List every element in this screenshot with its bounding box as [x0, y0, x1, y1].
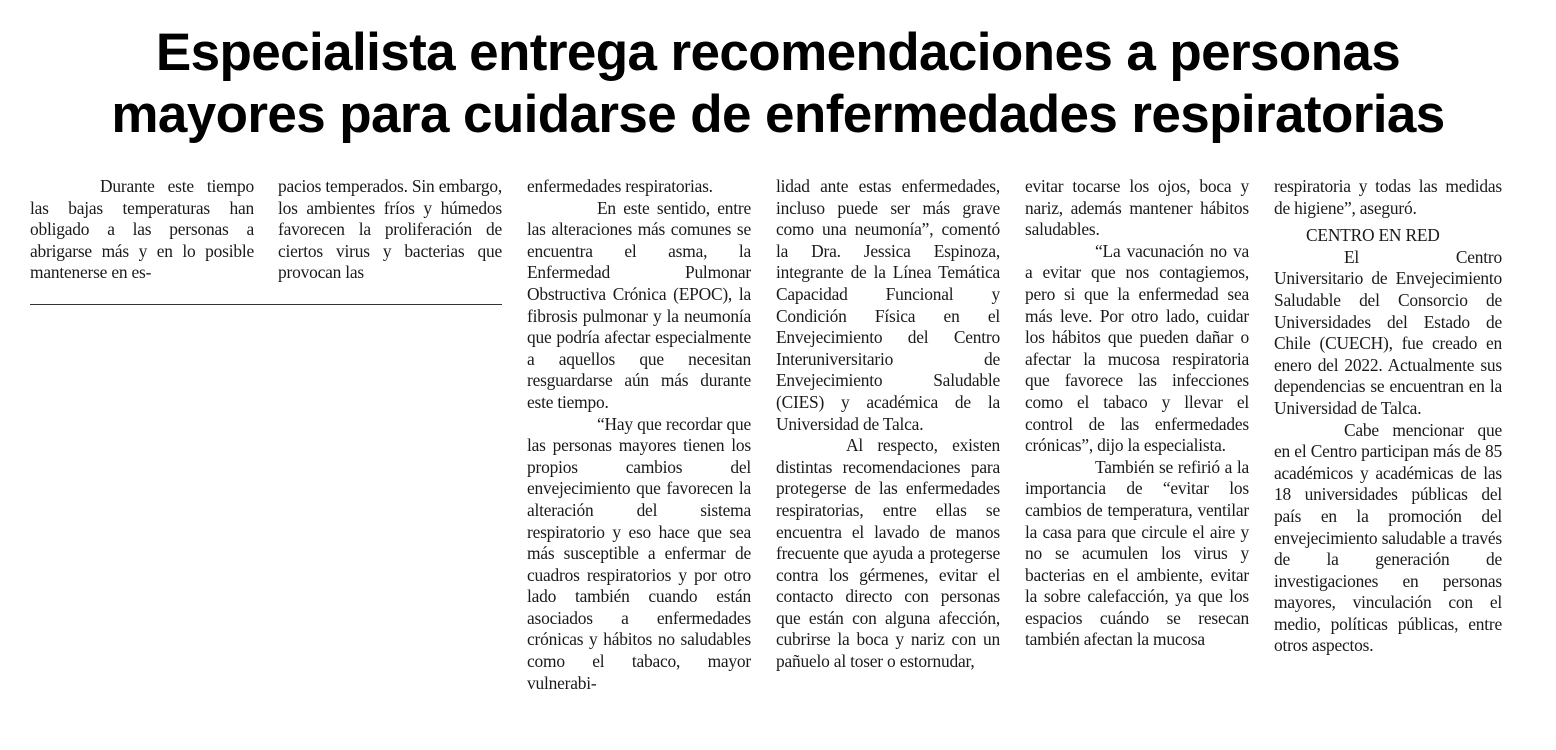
body-paragraph: Durante este tiempo las bajas temperaturas han obligado a las personas a abrigarse más y en lo posible mantenerse en es- [30, 176, 254, 283]
article-headline [0, 22, 1556, 146]
column-divider-rule [30, 304, 502, 305]
article-column-4 [776, 176, 1000, 673]
body-paragraph: El Centro Universitario de Envejecimiento Saludable del Consorcio de Universidades del Estado de Chile (CUECH), fue creado en enero del 2022. Actualmente sus dependencias se encuentran en la Universidad de Talca. [1274, 246, 1502, 418]
body-paragraph: “La vacunación no va a evitar que nos contagiemos, pero si que la enfermedad sea más leve. Por otro lado, cuidar los hábitos que pueden dañar o afectar la mucosa respiratoria que favorece las infecciones como el tabaco y llevar el control de las enfermedades crónicas”, dijo la especialista. [1025, 240, 1249, 456]
article-column-3 [527, 176, 751, 694]
headline-line-2: mayores para cuidarse de enfermedades respiratorias [111, 85, 1445, 144]
body-paragraph: En este sentido, entre las alteraciones más comunes se encuentra el asma, la Enfermedad Pulmonar Obstructiva Crónica (EPOC), la fibrosis pulmonar y la neumonía que podría afectar especialmente a aquellos que necesitan resguardarse aún más durante este tiempo. [527, 197, 751, 412]
article-column-2 [278, 176, 502, 284]
body-paragraph: evitar tocarse los ojos, boca y nariz, además mantener hábitos saludables. [1025, 176, 1249, 240]
body-paragraph: Al respecto, existen distintas recomendaciones para protegerse de las enfermedades respiratorias, entre ellas se encuentra el lavado de manos frecuente que ayuda a protegerse contra los gérmenes, evitar el contacto directo con personas que están con alguna afección, cubrirse la boca y nariz con un pañuelo al toser o estornudar, [776, 435, 1000, 672]
article-column-5 [1025, 176, 1249, 651]
body-paragraph: enfermedades respiratorias. [527, 176, 713, 196]
body-paragraph: respiratoria y todas las medidas de higiene”, aseguró. [1274, 176, 1502, 218]
headline-line-1: Especialista entrega recomendaciones a personas [155, 23, 1401, 82]
body-paragraph: También se refirió a la importancia de “evitar los cambios de temperatura, ventilar la casa para que circule el aire y no se acumulen los virus y bacterias en el ambiente, evitar la sobre calefacción, ya que los espacios cuándo se resecan también afectan la mucosa [1025, 456, 1249, 650]
body-paragraph: Cabe mencionar que en el Centro participan más de 85 académicos y académicas de las 18 universidades públicas del país en la promoción del envejecimiento saludable a través de la generación de investigaciones en personas mayores, vinculación con el medio, políticas públicas, entre otros aspectos. [1274, 419, 1502, 656]
body-paragraph: lidad ante estas enfermedades, incluso puede ser más grave como una neumonía”, comentó la Dra. Jessica Espinoza, integrante de la Línea Temática Capacidad Funcional y Condición Física en el Envejecimiento del Centro Interuniversitario de Envejecimiento Saludable (CIES) y académica de la Universidad de Talca. [776, 176, 1000, 434]
article-column-1 [30, 176, 254, 284]
section-subheading: CENTRO EN RED [1306, 225, 1440, 246]
article-column-6 [1274, 176, 1502, 657]
body-paragraph: “Hay que recordar que las personas mayores tienen los propios cambios del envejecimiento que favorecen la alteración del sistema respiratorio y eso hace que sea más susceptible a enfermar de cuadros respiratorios y por otro lado también cuando están asociados a enfermedades crónicas y hábitos no saludables como el tabaco, mayor vulnerabi- [527, 413, 751, 693]
body-paragraph: pacios temperados. Sin embargo, los ambientes fríos y húmedos favorecen la proliferación de ciertos virus y bacterias que provocan las [278, 176, 502, 283]
